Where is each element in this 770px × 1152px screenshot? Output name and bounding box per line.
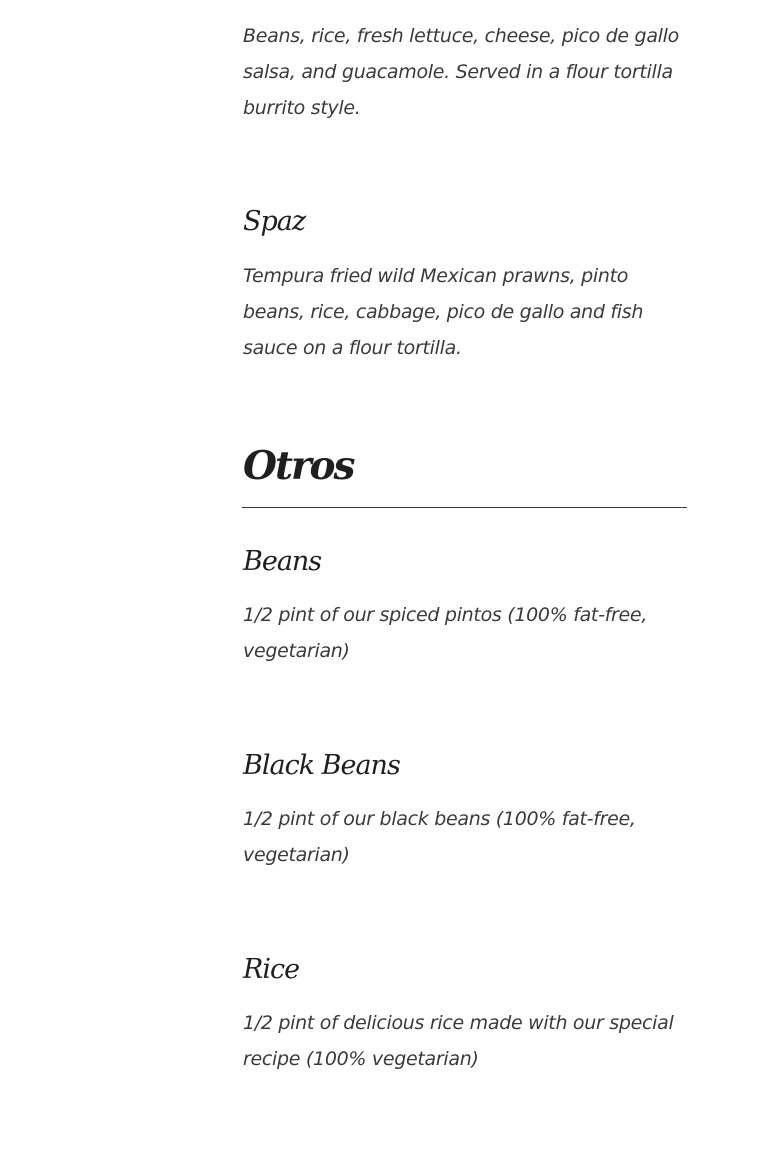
menu-item: [243, 204, 687, 366]
menu-item: [243, 952, 687, 1077]
menu-item: [243, 748, 687, 873]
menu-item-description: Tempura fried wild Mexican prawns, pinto beans, rice, cabbage, pico de gallo and fish sauce on a flour tortilla.: [243, 265, 644, 359]
menu-item-description: Beans, rice, fresh lettuce, cheese, pico de gallo salsa, and guacamole. Served in a flour tortilla burrito style.: [243, 25, 679, 119]
section-divider: [242, 507, 687, 508]
menu-item-description: 1/2 pint of our black beans (100% fat-free, vegetarian): [243, 808, 636, 866]
menu-item: [243, 544, 687, 669]
menu-item-description: 1/2 pint of delicious rice made with our special recipe (100% vegetarian): [243, 1012, 674, 1070]
menu-item-description: 1/2 pint of our spiced pintos (100% fat-free, vegetarian): [243, 604, 648, 662]
menu-item-title: Black Beans: [243, 750, 400, 781]
menu-item-title: Rice: [243, 954, 300, 985]
section-header: [243, 442, 687, 490]
section-title: Otros: [243, 443, 354, 489]
menu-item-title: Spaz: [243, 206, 306, 237]
menu-item-title: Beans: [243, 546, 322, 577]
